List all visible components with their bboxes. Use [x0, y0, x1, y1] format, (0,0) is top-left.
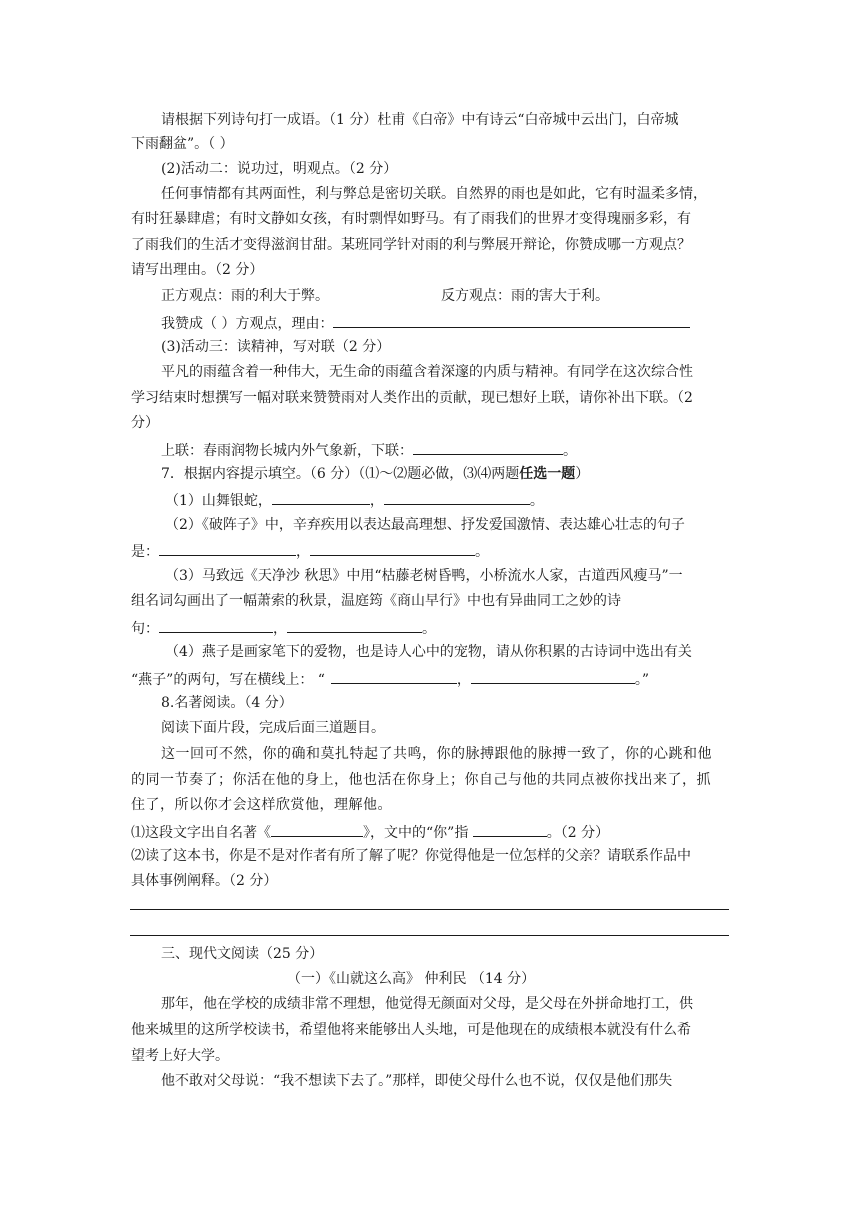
q8-title: 8.名著阅读。（4 分） [161, 695, 293, 711]
viewpoint-answer-line [161, 313, 690, 333]
q7-title-text: 7．根据内容提示填空。（6 分）（⑴～⑵题必做，⑶⑷两题 [161, 466, 520, 482]
q7-item2-blank2[interactable] [310, 541, 475, 556]
q7-item2-comma: ， [296, 544, 310, 560]
reading-paragraph-line4: 他不敢对父母说：“我不想读下去了。”那样，即使父母什么也不说，仅仅是他们那失 [161, 1073, 673, 1089]
q7-title-bold: 任选一题 [519, 466, 576, 482]
couplet-period: 。 [563, 443, 577, 459]
activity3-title: (3)活动三：读精神，写对联（2 分） [161, 339, 391, 355]
q7-item3-blank1[interactable] [159, 618, 273, 633]
couplet-line [161, 440, 577, 460]
q8-s1-mid: 》，文中的“你”指 [363, 825, 473, 841]
pro-viewpoint: 正方观点：雨的利大于弊。 [161, 288, 329, 304]
q7-item2-prefix: 是： [131, 544, 159, 560]
q8-subquestion2-line2: 具体事例阐释。（2 分） [131, 873, 278, 889]
q7-item4-prefix: “燕子”的两句，写在横线上： “ [131, 672, 325, 688]
book-title-blank[interactable] [271, 822, 363, 837]
q7-item1-comma: ， [369, 493, 384, 509]
q8-excerpt-line2: 的同一节奏了；你活在他的身上，他也活在你身上；你自己与他的共同点被你找出来了，抓 [131, 772, 711, 788]
q7-item4-line1: （4）燕子是画家笔下的爱物，也是诗人心中的宠物，请从你积累的古诗词中选出有关 [165, 644, 692, 660]
q8-excerpt-line1: 这一回可不然，你的确和莫扎特起了共鸣，你的脉搏跟他的脉搏一致了，你的心跳和他 [161, 746, 712, 762]
q7-item2-line2 [131, 541, 489, 561]
q7-item1-prefix: （1）山舞银蛇， [165, 493, 272, 509]
q7-item2-period: 。 [475, 544, 489, 560]
chengyu-question-line1: 请根据下列诗句打一成语。（1 分）杜甫《白帝》中有诗云“白帝城中云出门，白帝城 [161, 112, 679, 128]
activity3-paragraph-line3: 分） [131, 415, 159, 431]
reading-paragraph-line1: 那年，他在学校的成绩非常不理想，他觉得无颜面对父母，是父母在外拼命地打工，供 [161, 996, 693, 1012]
activity2-paragraph-line1: 任何事情都有其两面性，利与弊总是密切关联。自然界的雨也是如此，它有时温柔多情， [161, 186, 707, 202]
reading-paragraph-line2: 他来城里的这所学校读书，希望他将来能够出人头地，可是他现在的成绩根本就没有什么希 [131, 1022, 691, 1038]
q8-excerpt-line3: 住了，所以你才会这样欣赏他，理解他。 [131, 797, 392, 813]
q8-subquestion1 [131, 822, 609, 842]
con-viewpoint: 反方观点：雨的害大于利。 [441, 288, 609, 304]
q7-item3-line3 [131, 618, 436, 638]
section3-subheading: （一）《山就这么高》 仲利民 （14 分） [287, 971, 536, 987]
couplet-second-line-blank[interactable] [413, 440, 563, 455]
answer-line-2[interactable] [130, 935, 729, 936]
answer-line-1[interactable] [130, 909, 729, 910]
q7-item4-blank2[interactable] [471, 669, 635, 684]
q7-item3-period: 。 [422, 621, 436, 637]
q7-item1-blank1[interactable] [272, 490, 370, 505]
q7-item4-line2 [131, 669, 649, 689]
chengyu-question-line2: 下雨翻盆”。（ ） [131, 136, 234, 152]
viewpoint-answer-prefix: 我赞成（ ）方观点，理由： [161, 316, 334, 332]
q7-title-end: ） [575, 466, 590, 482]
q7-item3-prefix: 句： [131, 621, 159, 637]
q7-item3-line1: （3）马致远《天净沙 秋思》中用“枯藤老树昏鸭，小桥流水人家，古道西风瘦马”一 [165, 568, 683, 584]
couplet-first-line: 上联：春雨润物长城内外气象新，下联： [161, 443, 413, 459]
q7-item2-line1: （2）《破阵子》中，辛弃疾用以表达最高理想、抒发爱国激情、表达雄心壮志的句子 [165, 517, 685, 533]
reading-paragraph-line3: 望考上好大学。 [131, 1048, 229, 1064]
q8-s1-prefix: ⑴这段文字出自名著《 [131, 825, 271, 841]
section3-heading: 三、现代文阅读（25 分） [161, 946, 324, 962]
q7-title [161, 465, 589, 483]
q7-item3-comma: ， [273, 621, 287, 637]
q7-item3-line2: 组名词勾画出了一幅萧索的秋景，温庭筠《商山早行》中也有异曲同工之妙的诗 [131, 593, 621, 609]
activity2-paragraph-line2: 有时狂暴肆虐；有时文静如女孩，有时剽悍如野马。有了雨我们的世界才变得瑰丽多彩，有 [131, 211, 691, 227]
activity2-paragraph-line4: 请写出理由。（2 分） [131, 262, 264, 278]
q7-item1 [165, 490, 544, 510]
q7-item4-comma: ， [456, 672, 471, 688]
q7-item1-period: 。 [529, 493, 544, 509]
q7-item3-blank2[interactable] [287, 618, 422, 633]
q8-intro: 阅读下面片段，完成后面三道题目。 [161, 720, 385, 736]
activity3-paragraph-line2: 学习结束时想撰写一幅对联来赞赞雨对人类作出的贡献，现已想好上联，请你补出下联。（2 [131, 390, 693, 406]
activity2-title: (2)活动二：说功过，明观点。（2 分） [161, 161, 398, 177]
q7-item2-blank1[interactable] [159, 541, 296, 556]
q8-subquestion2-line1: ⑵读了这本书，你是不是对作者有所了解了呢？你觉得他是一位怎样的父亲？请联系作品中 [131, 848, 691, 864]
q8-s1-end: 。（2 分） [546, 825, 610, 841]
you-refers-to-blank[interactable] [473, 822, 547, 837]
activity3-paragraph-line1: 平凡的雨蕴含着一种伟大，无生命的雨蕴含着深邃的内质与精神。有同学在这次综合性 [161, 364, 693, 380]
activity2-paragraph-line3: 了雨我们的生活才变得滋润甘甜。某班同学针对雨的利与弊展开辩论，你赞成哪一方观点？ [131, 237, 691, 253]
reason-answer-blank[interactable] [333, 313, 690, 328]
q7-item1-blank2[interactable] [384, 490, 530, 505]
q7-item4-end: 。” [634, 672, 650, 688]
q7-item4-blank1[interactable] [331, 669, 457, 684]
